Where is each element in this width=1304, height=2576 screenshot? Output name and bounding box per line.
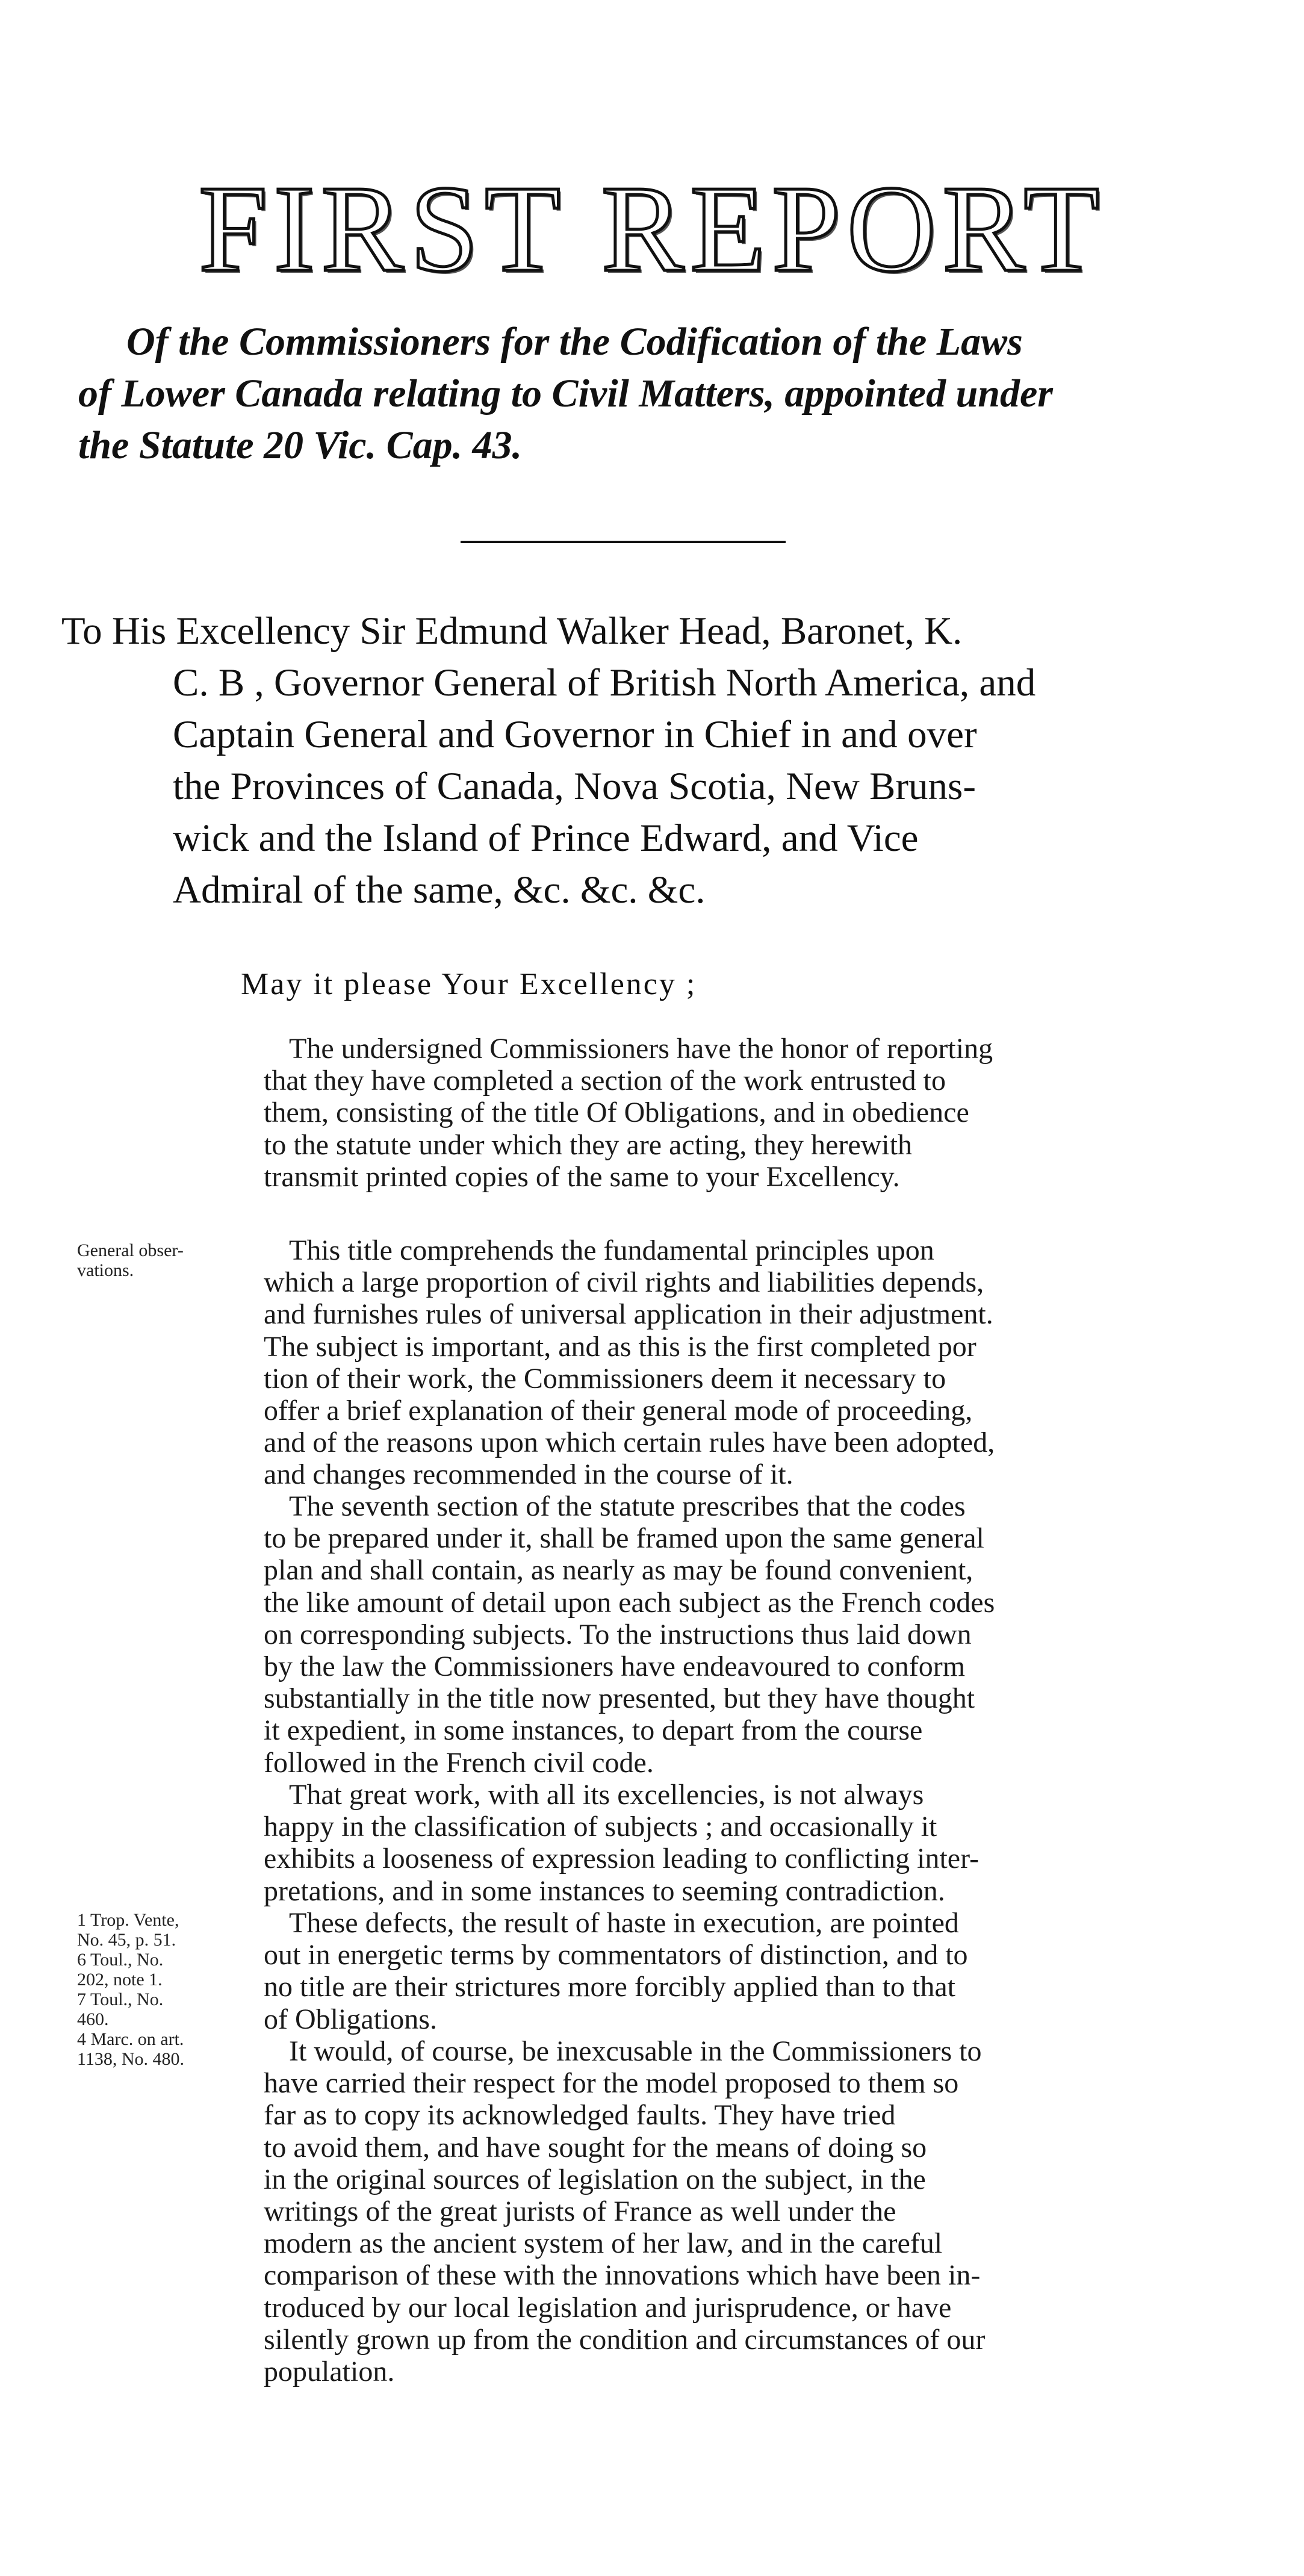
address-block	[61, 605, 1241, 916]
subtitle-line: Of the Commissioners for the Codification of the Laws	[126, 320, 1023, 364]
paragraph-line: the like amount of detail upon each subject as the French codes	[264, 1586, 995, 1619]
margin-note-line: 460.	[77, 2009, 109, 2029]
paragraph-line: silently grown up from the condition and circumstances of our	[264, 2323, 986, 2356]
margin-note-line: vations.	[77, 1260, 134, 1280]
paragraph-line: and changes recommended in the course of it.	[264, 1458, 793, 1491]
paragraph-line: plan and shall contain, as nearly as may be found convenient,	[264, 1554, 973, 1587]
paragraph-line: no title are their strictures more forcibly applied than to that	[264, 1971, 955, 2003]
paragraph-line: population.	[264, 2356, 395, 2388]
subtitle-line: of Lower Canada relating to Civil Matters, appointed under	[78, 372, 1053, 415]
paragraph-line: transmit printed copies of the same to your Excellency.	[264, 1160, 900, 1193]
margin-note-line: General obser-	[77, 1240, 184, 1260]
paragraph-line: and furnishes rules of universal application in their adjustment.	[264, 1298, 993, 1331]
paragraph-line: offer a brief explanation of their general mode of proceeding,	[264, 1395, 973, 1427]
paragraph-line: to avoid them, and have sought for the means of doing so	[264, 2131, 927, 2164]
address-line: wick and the Island of Prince Edward, and Vice	[173, 817, 919, 860]
paragraph-line: The seventh section of the statute prescribes that the codes	[289, 1490, 966, 1522]
paragraph-line: exhibits a looseness of expression leading to conflicting inter-	[264, 1843, 980, 1875]
paragraph-line: of Obligations.	[264, 2003, 437, 2035]
paragraph-line: The undersigned Commissioners have the honor of reporting	[289, 1033, 993, 1065]
paragraph-line: that they have completed a section of the work entrusted to	[264, 1065, 946, 1097]
paragraph-line: writings of the great jurists of France as well under the	[264, 2195, 896, 2228]
paragraph-line: far as to copy its acknowledged faults. They have tried	[264, 2099, 896, 2132]
margin-note	[77, 1910, 258, 2069]
paragraph-line: it expedient, in some instances, to depart from the course	[264, 1714, 923, 1747]
paragraph-line: comparison of these with the innovations which have been in-	[264, 2259, 981, 2292]
paragraph-line: them, consisting of the title Of Obligations, and in obedience	[264, 1097, 969, 1129]
paragraph-line: modern as the ancient system of her law, and in the careful	[264, 2227, 943, 2260]
paragraph	[264, 1907, 1203, 2035]
report-subtitle	[78, 316, 1222, 471]
address-line: Captain General and Governor in Chief in and over	[173, 713, 977, 756]
paragraph-line: happy in the classification of subjects ; and occasionally it	[264, 1811, 937, 1843]
margin-note-line: No. 45, p. 51.	[77, 1930, 176, 1950]
paragraph-line: These defects, the result of haste in execution, are pointed	[289, 1907, 959, 1939]
paragraph	[264, 1234, 1203, 1491]
margin-note-line: 4 Marc. on art.	[77, 2029, 184, 2049]
margin-note	[77, 1240, 258, 1280]
margin-note-line: 1 Trop. Vente,	[77, 1910, 179, 1930]
paragraph-line: troduced by our local legislation and jurisprudence, or have	[264, 2291, 952, 2324]
paragraph-line: This title comprehends the fundamental principles upon	[289, 1234, 934, 1266]
address-line: C. B , Governor General of British North America, and	[173, 661, 1036, 705]
paragraph-line: out in energetic terms by commentators of distinction, and to	[264, 1939, 968, 1971]
paragraph	[264, 1779, 1203, 1907]
address-line: the Provinces of Canada, Nova Scotia, New Bruns-	[173, 765, 976, 808]
title-divider	[461, 541, 786, 543]
paragraph-line: That great work, with all its excellencies, is not always	[289, 1779, 924, 1811]
paragraph-line: followed in the French civil code.	[264, 1746, 654, 1779]
paragraph-line: on corresponding subjects. To the instructions thus laid down	[264, 1618, 972, 1650]
paragraph-line: which a large proportion of civil rights and liabilities depends,	[264, 1266, 984, 1299]
address-line: To His Excellency Sir Edmund Walker Head, Baronet, K.	[61, 609, 963, 653]
paragraph-line: by the law the Commissioners have endeavoured to conform	[264, 1650, 966, 1683]
paragraph-line: have carried their respect for the model proposed to them so	[264, 2067, 959, 2100]
paragraph-line: and of the reasons upon which certain rules have been adopted,	[264, 1426, 995, 1459]
paragraph-line: to the statute under which they are acting, they herewith	[264, 1128, 912, 1161]
margin-note-line: 202, note 1.	[77, 1970, 163, 1990]
margin-note-line: 6 Toul., No.	[77, 1950, 164, 1970]
report-title: FIRST REPORT	[198, 160, 1106, 297]
margin-note-line: 1138, No. 480.	[77, 2049, 185, 2069]
address-line: Admiral of the same, &c. &c. &c.	[173, 868, 706, 912]
subtitle-line: the Statute 20 Vic. Cap. 43.	[78, 423, 523, 467]
paragraph-line: It would, of course, be inexcusable in the Commissioners to	[289, 2035, 982, 2067]
salutation: May it please Your Excellency ;	[241, 967, 697, 1001]
paragraph	[264, 1490, 1203, 1779]
paragraph	[264, 1033, 1203, 1193]
paragraph-line: pretations, and in some instances to seeming contradiction.	[264, 1874, 945, 1907]
paragraph-line: in the original sources of legislation on the subject, in the	[264, 2163, 926, 2195]
margin-note-line: 7 Toul., No.	[77, 1990, 164, 2009]
paragraph-line: substantially in the title now presented, but they have thought	[264, 1682, 975, 1715]
paragraph	[264, 2035, 1203, 2388]
paragraph-line: to be prepared under it, shall be framed upon the same general	[264, 1522, 984, 1555]
paragraph-line: The subject is important, and as this is the first completed por	[264, 1330, 976, 1363]
paragraph-line: tion of their work, the Commissioners deem it necessary to	[264, 1362, 946, 1395]
